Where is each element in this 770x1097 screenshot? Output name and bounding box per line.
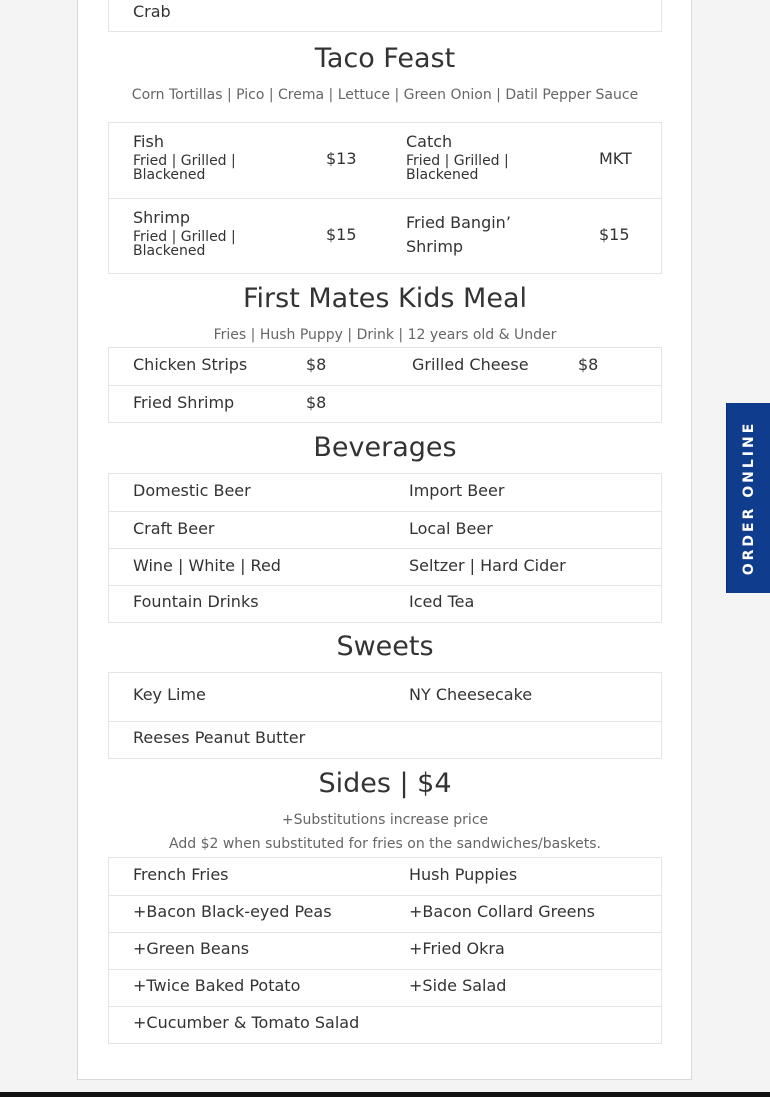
menu-card — [77, 0, 692, 1080]
table-row — [109, 895, 661, 932]
item-name: Craft Beer — [133, 519, 215, 538]
item-name: Catch — [406, 132, 453, 151]
item-options: Fried | Grilled | — [133, 229, 236, 245]
item-name: Shrimp — [406, 237, 464, 256]
item-price: $15 — [599, 225, 630, 244]
item-name: NY Cheesecake — [409, 685, 533, 704]
item-name: +Bacon Black-eyed Peas — [133, 902, 332, 921]
item-name: +Green Beans — [133, 939, 250, 958]
item-name: Shrimp — [133, 208, 191, 227]
item-name: +Bacon Collard Greens — [409, 902, 595, 921]
item-name: +Side Salad — [409, 976, 507, 995]
item-name: Chicken Strips — [133, 355, 248, 374]
item-name: Seltzer | Hard Cider — [409, 556, 566, 575]
item-name: Fountain Drinks — [133, 592, 259, 611]
beverages-heading: Beverages — [313, 432, 457, 463]
item-name: Key Lime — [133, 685, 206, 704]
beverages-table — [108, 473, 662, 623]
sweets-heading: Sweets — [336, 631, 434, 662]
crab-table — [108, 0, 662, 32]
item-name: Domestic Beer — [133, 481, 251, 500]
item-price: $8 — [306, 393, 327, 412]
taco-feast-description: Corn Tortillas | Pico | Crema | Lettuce | Green Onion | Datil Pepper Sauce — [131, 87, 639, 103]
footer-bar — [0, 1092, 770, 1097]
item-name: French Fries — [133, 865, 229, 884]
item-price: $13 — [326, 149, 357, 168]
item-name: +Fried Okra — [409, 939, 505, 958]
sides-heading: Sides | $4 — [318, 768, 452, 799]
table-row — [109, 969, 661, 1006]
item-name: Fried Shrimp — [133, 393, 235, 412]
item-name: Fried Bangin’ — [406, 213, 511, 232]
item-options: Blackened — [406, 167, 479, 183]
sides-note-substitutions: +Substitutions increase price — [281, 812, 489, 828]
table-row — [109, 548, 661, 585]
table-row — [109, 474, 661, 511]
item-price: $15 — [326, 225, 357, 244]
table-row — [109, 198, 661, 273]
item-name: Wine | White | Red — [133, 556, 281, 575]
table-row — [109, 721, 661, 758]
item-options: Blackened — [133, 167, 206, 183]
item-name: Crab — [133, 2, 171, 21]
item-name: Import Beer — [409, 481, 505, 500]
sides-table — [108, 857, 662, 1044]
taco-feast-heading: Taco Feast — [314, 43, 456, 74]
item-name: +Cucumber & Tomato Salad — [133, 1013, 360, 1032]
item-price: $8 — [306, 355, 327, 374]
sides-note-fries: Add $2 when substituted for fries on the sandwiches/baskets. — [169, 836, 601, 852]
kids-meal-heading: First Mates Kids Meal — [242, 283, 528, 314]
table-row — [109, 385, 661, 422]
item-name: +Twice Baked Potato — [133, 976, 301, 995]
table-row — [109, 932, 661, 969]
item-name: Fish — [133, 132, 164, 151]
item-price: MKT — [599, 149, 632, 168]
order-online-tab[interactable] — [726, 403, 770, 593]
table-row — [109, 511, 661, 548]
item-name: Reeses Peanut Butter — [133, 728, 306, 747]
order-online-label[interactable]: ORDER ONLINE — [741, 420, 757, 576]
item-options: Fried | Grilled | — [406, 153, 509, 169]
sweets-table — [108, 672, 662, 759]
item-price: $8 — [578, 355, 599, 374]
table-row — [109, 858, 661, 895]
item-name: Local Beer — [409, 519, 493, 538]
kids-meal-description: Fries | Hush Puppy | Drink | 12 years old & Under — [213, 327, 557, 343]
table-row — [109, 348, 661, 385]
item-options: Blackened — [133, 243, 206, 259]
table-row — [109, 123, 661, 198]
item-name: Grilled Cheese — [412, 355, 529, 374]
table-row — [109, 673, 661, 721]
table-row — [109, 585, 661, 622]
table-row — [109, 1006, 661, 1043]
item-name: Iced Tea — [409, 592, 475, 611]
kids-table — [108, 347, 662, 423]
taco-table — [108, 122, 662, 274]
item-name: Hush Puppies — [409, 865, 518, 884]
item-options: Fried | Grilled | — [133, 153, 236, 169]
